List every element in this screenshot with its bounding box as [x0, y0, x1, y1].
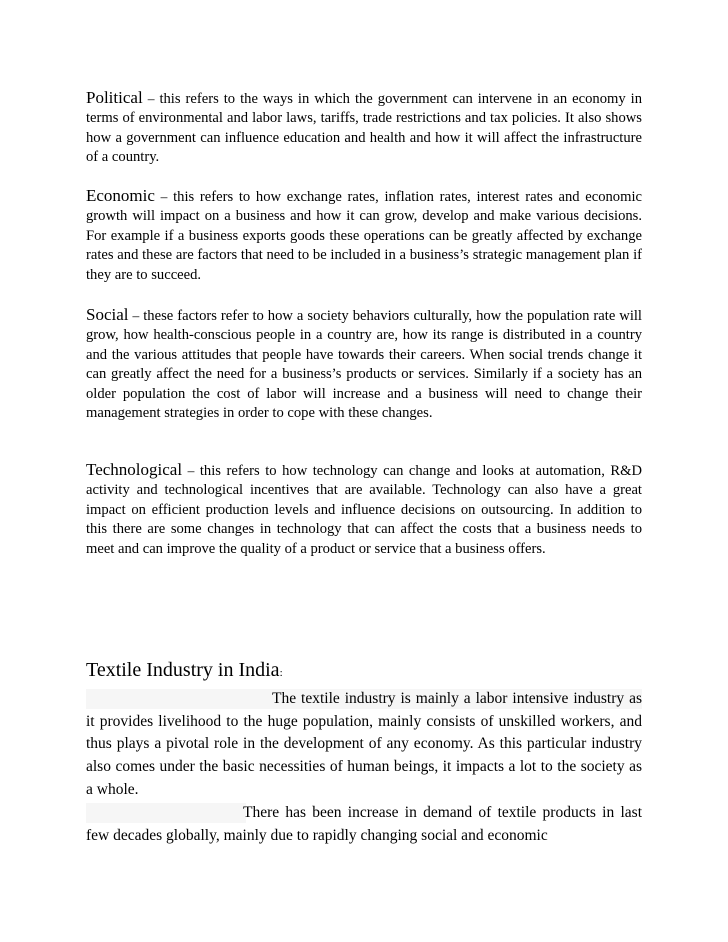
pest-economic — [86, 186, 642, 285]
textile-heading-text: Textile Industry in India — [86, 659, 280, 681]
social-text: these factors refer to how a society behaviors culturally, how the population rate will grow, how health-conscious people in a country are, how its range is distributed in a country and the various attitudes that people have towards their careers. When social trends change it can greatly affect the need for a business’s products or services. Similarly if a society has an older population the cost of labor will increase and a business will need to change their management strategies in order to cope with these changes. — [86, 308, 642, 422]
economic-dash: – — [160, 189, 168, 204]
textile-paragraph-1 — [86, 688, 642, 802]
economic-text: this refers to how exchange rates, inflation rates, interest rates and economic growth will impact on a business and how it can grow, develop and make various decisions. For example if a business exports goods these operations can be greatly affected by exchange rates and these are factors that need to be included in a business’s strategic management plan if they are to succeed. — [86, 189, 642, 283]
pest-social — [86, 305, 642, 423]
textile-paragraph-2-text: There has been increase in demand of textile products in last few decades globally, mainly due to rapidly changing social and economic — [86, 804, 642, 844]
textile-paragraph-2 — [86, 802, 642, 847]
social-dash: – — [132, 308, 140, 323]
textile-heading — [86, 658, 283, 685]
political-term: Political — [86, 88, 143, 107]
political-dash: – — [147, 91, 155, 106]
social-term: Social — [86, 305, 129, 324]
technological-text: this refers to how technology can change and looks at automation, R&D activity and technological incentives that are available. Technology can also have a great impact on efficient production levels and influence decisions on outsourcing. In addition to this there are some changes in technology that can affect the costs that a business needs to meet and can improve the quality of a product or service that a business offers. — [86, 463, 642, 557]
political-text: this refers to the ways in which the government can intervene in an economy in terms of environmental and labor laws, tariffs, trade restrictions and tax policies. It also shows how a government can influence education and health and how it will affect the infrastructure of a country. — [86, 91, 643, 166]
textile-heading-colon: : — [279, 667, 283, 679]
textile-paragraph-1-text: The textile industry is mainly a labor intensive industry as it provides livelihood to the huge population, mainly consists of unskilled workers, and thus plays a pivotal role in the development of any economy. As this particular industry also comes under the basic necessities of human beings, it impacts a lot to the society as a whole. — [86, 690, 642, 798]
economic-term: Economic — [86, 186, 155, 205]
pest-technological — [86, 460, 642, 559]
technological-term: Technological — [86, 460, 183, 479]
technological-dash: – — [187, 463, 195, 478]
pest-political — [86, 88, 642, 168]
